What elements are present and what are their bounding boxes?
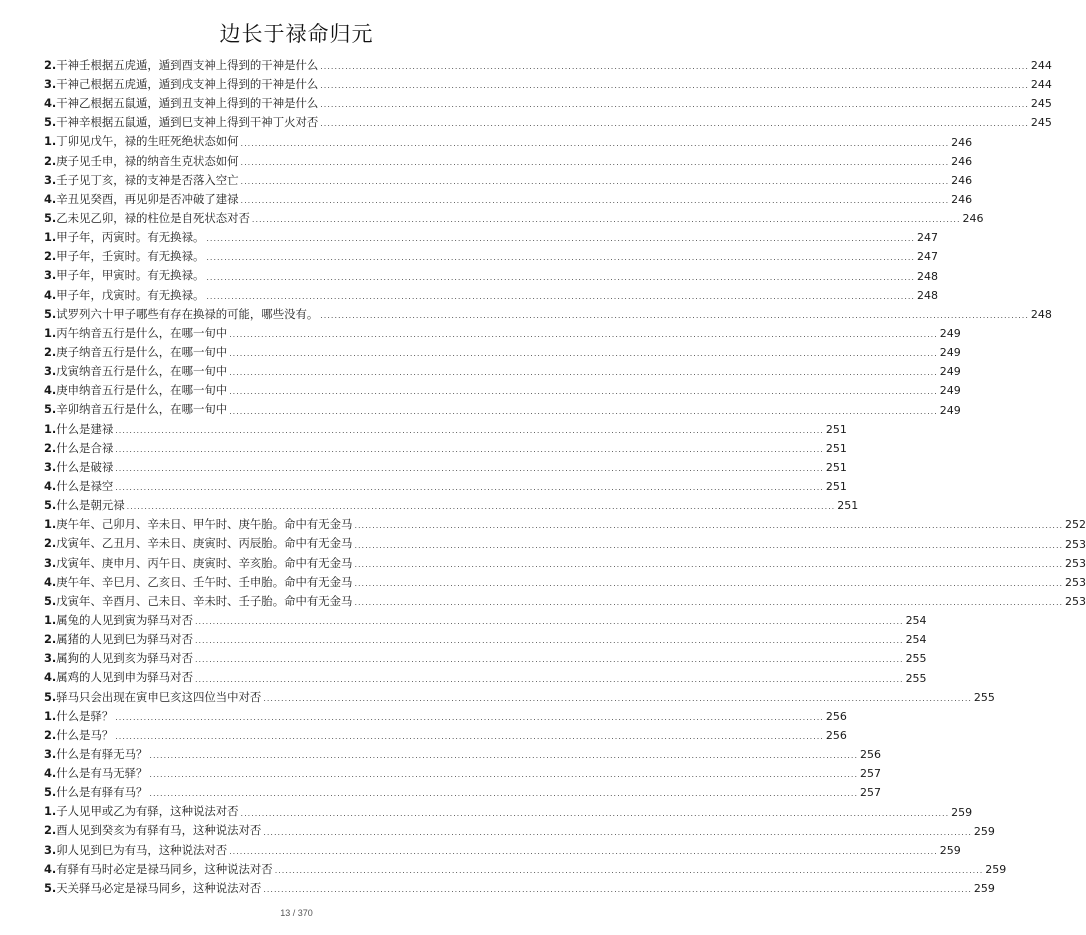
toc-entry-label bbox=[44, 98, 318, 109]
toc-entry-label bbox=[44, 172, 239, 187]
toc-entry-label bbox=[44, 366, 227, 377]
dot-leader: ........................................................................................................................................................................................................ bbox=[229, 406, 938, 416]
toc-entry-number: 4. bbox=[44, 574, 57, 589]
toc-entry-number: 4. bbox=[44, 191, 57, 206]
toc-entry-text: 子人见甲或乙为有驿，这种说法对否 bbox=[56, 804, 239, 819]
toc-entry-page: 248 bbox=[916, 269, 938, 283]
toc-entry[interactable] bbox=[44, 228, 938, 247]
toc-entry-page: 249 bbox=[939, 346, 961, 360]
toc-entry-number: 4. bbox=[44, 670, 57, 685]
toc-entry-text: 乙未见乙卯，禄的柱位是自死状态对否 bbox=[56, 210, 250, 225]
toc-entry-label bbox=[44, 344, 228, 359]
toc-entry[interactable] bbox=[44, 420, 847, 439]
toc-entry-page: 247 bbox=[916, 231, 938, 245]
toc-entry-number: 3. bbox=[44, 459, 57, 474]
toc-entry[interactable] bbox=[44, 324, 961, 343]
toc-entry[interactable] bbox=[44, 669, 927, 688]
toc-entry-text: 什么是有驿无马？ bbox=[56, 746, 148, 761]
page-title: 边长于禄命归元 bbox=[219, 22, 374, 46]
toc-entry-number: 2. bbox=[44, 440, 57, 455]
toc-entry[interactable] bbox=[44, 573, 1086, 592]
toc-entry[interactable] bbox=[44, 802, 973, 821]
dot-leader: ........................................................................................................................................................................................................ bbox=[354, 578, 1064, 588]
toc-entry-number: 2. bbox=[44, 344, 57, 359]
toc-entry[interactable] bbox=[44, 381, 961, 400]
toc-entry[interactable] bbox=[44, 688, 995, 707]
dot-leader: ........................................................................................................................................................................................................ bbox=[320, 119, 1029, 129]
toc-entry-page: 245 bbox=[1030, 116, 1052, 130]
dot-leader: ........................................................................................................................................................................................................ bbox=[149, 770, 858, 780]
toc-entry-text: 丁卯见戊午，禄的生旺死绝状态如何 bbox=[56, 134, 239, 149]
toc-entry-number: 2. bbox=[44, 823, 57, 838]
toc-entry-number: 5. bbox=[44, 498, 57, 513]
toc-entry-text: 庚子见壬申，禄的纳音生克状态如何 bbox=[56, 153, 239, 168]
dot-leader: ........................................................................................................................................................................................................ bbox=[320, 310, 1029, 320]
toc-entry-page: 249 bbox=[939, 327, 961, 341]
toc-entry-label bbox=[44, 768, 147, 779]
toc-entry-label bbox=[44, 287, 205, 302]
toc-entry-page: 251 bbox=[825, 461, 847, 475]
toc-entry-page: 256 bbox=[860, 748, 881, 762]
toc-entry[interactable] bbox=[44, 305, 1052, 324]
toc-entry-label bbox=[44, 191, 239, 206]
toc-entry-label bbox=[44, 612, 193, 627]
toc-entry-text: 壬子见丁亥，禄的支神是否落入空亡 bbox=[56, 172, 239, 187]
dot-leader: ........................................................................................................................................................................................................ bbox=[240, 196, 950, 206]
dot-leader: ........................................................................................................................................................................................................ bbox=[194, 636, 904, 646]
toc-entry-number: 2. bbox=[44, 153, 57, 168]
toc-entry[interactable] bbox=[44, 841, 961, 860]
toc-entry-label bbox=[44, 459, 114, 474]
toc-entry[interactable] bbox=[44, 401, 961, 420]
toc-entry-page: 246 bbox=[951, 154, 973, 168]
toc-entry-number: 3. bbox=[44, 842, 57, 857]
toc-entry-label bbox=[44, 727, 114, 742]
toc-entry-number: 1. bbox=[44, 804, 57, 819]
toc-entry-label bbox=[44, 825, 261, 836]
toc-entry[interactable] bbox=[44, 439, 847, 458]
toc-entry[interactable] bbox=[44, 515, 1086, 534]
toc-entry[interactable] bbox=[44, 477, 847, 496]
toc-entry-number: 1. bbox=[44, 612, 57, 627]
toc-entry-text: 卯人见到巳为有马，这种说法对否 bbox=[56, 842, 228, 857]
toc-entry-page: 256 bbox=[825, 709, 847, 723]
toc-entry-text: 属鸡的人见到申为驿马对否 bbox=[56, 670, 193, 685]
toc-entry-text: 什么是破禄 bbox=[56, 459, 114, 474]
toc-entry-page: 245 bbox=[1030, 97, 1052, 111]
toc-entry-label bbox=[44, 478, 114, 493]
toc-entry-text: 属狗的人见到亥为驿马对否 bbox=[56, 651, 193, 666]
toc-entry[interactable] bbox=[44, 783, 881, 802]
toc-entry-number: 3. bbox=[44, 172, 57, 187]
toc-entry[interactable] bbox=[44, 726, 847, 745]
toc-entry-number: 1. bbox=[44, 708, 57, 723]
toc-entry-label bbox=[44, 153, 239, 168]
toc-entry-text: 戊寅年、乙丑月、辛未日、庚寅时、丙辰胎。命中有无金马 bbox=[56, 536, 353, 551]
toc-entry-number: 5. bbox=[44, 210, 57, 225]
toc-entry[interactable] bbox=[44, 133, 973, 152]
toc-entry-text: 干神己根据五虎遁，遁到戌支神上得到的干神是什么 bbox=[56, 77, 319, 91]
toc-entry-page: 251 bbox=[837, 499, 859, 513]
toc-entry-label bbox=[44, 842, 228, 857]
toc-entry-number: 3. bbox=[44, 746, 57, 761]
toc-entry-number: 5. bbox=[44, 593, 57, 608]
dot-leader: ........................................................................................................................................................................................................ bbox=[194, 674, 904, 684]
toc-entry-page: 255 bbox=[905, 652, 927, 666]
toc-entry-number: 5. bbox=[44, 785, 57, 800]
toc-entry-page: 253 bbox=[1065, 556, 1086, 570]
toc-entry-page: 244 bbox=[1030, 59, 1052, 73]
dot-leader: ........................................................................................................................................................................................................ bbox=[354, 598, 1064, 607]
dot-leader: ........................................................................................................................................................................................................ bbox=[240, 157, 950, 167]
dot-leader: ........................................................................................................................................................................................................ bbox=[115, 483, 824, 493]
toc-entry-page: 259 bbox=[939, 843, 961, 857]
toc-entry-page: 253 bbox=[1065, 537, 1086, 551]
toc-entry-label bbox=[44, 593, 353, 608]
toc-entry-label bbox=[44, 232, 204, 243]
toc-entry-label bbox=[44, 404, 227, 415]
toc-entry[interactable] bbox=[44, 94, 1052, 113]
toc-entry-text: 什么是驿？ bbox=[56, 708, 114, 723]
toc-entry-page: 251 bbox=[825, 480, 847, 494]
toc-entry-text: 什么是有驿有马？ bbox=[56, 785, 148, 800]
toc-entry-text: 戊寅年、庚申月、丙午日、庚寅时、辛亥胎。命中有无金马 bbox=[56, 555, 353, 570]
toc-entry-page: 248 bbox=[1030, 307, 1052, 321]
toc-entry-page: 255 bbox=[905, 671, 927, 685]
dot-leader: ........................................................................................................................................................................................................ bbox=[194, 617, 904, 627]
table-of-contents bbox=[44, 56, 1086, 898]
toc-entry-number: 1. bbox=[44, 230, 57, 245]
toc-entry-text: 什么是有马无驿？ bbox=[56, 766, 148, 781]
toc-entry-text: 干神乙根据五鼠遁，遁到丑支神上得到的干神是什么 bbox=[56, 96, 319, 111]
toc-entry-page: 252 bbox=[1065, 518, 1086, 532]
toc-entry-text: 天关驿马必定是禄马同乡，这种说法对否 bbox=[56, 880, 262, 895]
toc-entry-label bbox=[44, 519, 352, 530]
toc-entry-page: 249 bbox=[939, 384, 961, 398]
dot-leader: ........................................................................................................................................................................................................ bbox=[206, 234, 915, 244]
toc-entry-text: 属猪的人见到巳为驿马对否 bbox=[56, 632, 193, 647]
toc-entry-label bbox=[44, 708, 114, 723]
toc-entry-text: 庚午年、辛巳月、乙亥日、壬午时、壬申胎。命中有无金马 bbox=[56, 574, 353, 589]
dot-leader: ........................................................................................................................................................................................................ bbox=[206, 272, 915, 282]
dot-leader: ........................................................................................................................................................................................................ bbox=[274, 865, 984, 875]
dot-leader: ........................................................................................................................................................................................................ bbox=[320, 62, 1029, 72]
toc-entry-number: 1. bbox=[44, 325, 57, 340]
toc-entry-page: 256 bbox=[825, 728, 847, 742]
toc-entry-number: 2. bbox=[44, 632, 57, 647]
dot-leader: ........................................................................................................................................................................................................ bbox=[240, 176, 950, 186]
dot-leader: ........................................................................................................................................................................................................ bbox=[320, 100, 1029, 110]
toc-entry-page: 254 bbox=[905, 633, 927, 647]
toc-entry[interactable] bbox=[44, 458, 847, 477]
toc-entry-label bbox=[44, 270, 204, 281]
toc-entry-number: 5. bbox=[44, 402, 57, 417]
toc-entry[interactable] bbox=[44, 75, 1052, 94]
toc-entry-page: 246 bbox=[951, 173, 973, 187]
toc-entry-label bbox=[44, 210, 250, 225]
toc-entry-text: 酉人见到癸亥为有驿有马，这种说法对否 bbox=[56, 823, 262, 838]
toc-entry-text: 庚子纳音五行是什么，在哪一旬中 bbox=[56, 344, 228, 359]
toc-entry-label bbox=[44, 57, 319, 72]
dot-leader: ........................................................................................................................................................................................................ bbox=[115, 712, 824, 722]
toc-entry-page: 248 bbox=[916, 288, 938, 302]
toc-entry-number: 5. bbox=[44, 880, 57, 895]
toc-entry[interactable] bbox=[44, 707, 847, 726]
toc-entry-page: 249 bbox=[939, 365, 961, 379]
page-number: 13 / 370 bbox=[280, 908, 313, 918]
toc-entry-number: 4. bbox=[44, 766, 57, 781]
dot-leader: ........................................................................................................................................................................................................ bbox=[251, 215, 961, 225]
toc-entry-page: 251 bbox=[825, 441, 847, 455]
toc-entry-text: 戊寅年、辛酉月、己未日、辛未时、壬子胎。命中有无金马 bbox=[56, 593, 353, 608]
toc-entry-page: 249 bbox=[939, 403, 961, 417]
toc-entry-number: 5. bbox=[44, 689, 57, 704]
toc-entry-number: 4. bbox=[44, 861, 57, 876]
toc-entry-number: 2. bbox=[44, 249, 57, 264]
toc-entry-text: 庚午年、己卯月、辛未日、甲午时、庚午胎。命中有无金马 bbox=[56, 517, 353, 532]
toc-entry-label bbox=[44, 689, 262, 704]
toc-entry-text: 甲子年，戊寅时。有无换禄。 bbox=[56, 287, 205, 302]
toc-entry[interactable] bbox=[44, 745, 881, 764]
toc-entry-text: 干神壬根据五虎遁，遁到酉支神上得到的干神是什么 bbox=[56, 57, 319, 72]
toc-entry-page: 251 bbox=[825, 422, 847, 436]
toc-entry-number: 3. bbox=[44, 364, 57, 379]
toc-entry-label bbox=[44, 421, 114, 436]
toc-entry-label bbox=[44, 787, 147, 798]
toc-entry[interactable] bbox=[44, 554, 1086, 573]
toc-entry-number: 4. bbox=[44, 478, 57, 493]
dot-leader: ........................................................................................................................................................................................................ bbox=[263, 693, 972, 703]
toc-entry-text: 什么是朝元禄 bbox=[56, 498, 125, 513]
toc-entry-number: 2. bbox=[44, 727, 57, 742]
toc-entry-page: 257 bbox=[860, 767, 881, 781]
toc-entry-number: 1. bbox=[44, 517, 57, 532]
toc-entry-page: 259 bbox=[973, 882, 995, 896]
toc-entry-label bbox=[44, 672, 193, 683]
dot-leader: ........................................................................................................................................................................................................ bbox=[354, 521, 1064, 531]
toc-entry-text: 什么是马？ bbox=[56, 727, 114, 742]
toc-entry-label bbox=[44, 325, 228, 340]
toc-entry[interactable] bbox=[44, 286, 938, 305]
dot-leader: ........................................................................................................................................................................................................ bbox=[115, 464, 824, 474]
dot-leader: ........................................................................................................................................................................................................ bbox=[240, 808, 950, 818]
toc-entry-page: 246 bbox=[951, 193, 973, 207]
dot-leader: ........................................................................................................................................................................................................ bbox=[263, 885, 972, 895]
toc-entry-label bbox=[44, 440, 114, 455]
toc-entry[interactable] bbox=[44, 362, 961, 381]
dot-leader: ........................................................................................................................................................................................................ bbox=[229, 387, 938, 397]
toc-entry-page: 259 bbox=[985, 862, 1007, 876]
toc-entry-text: 丙午纳音五行是什么，在哪一旬中 bbox=[56, 325, 228, 340]
toc-entry[interactable] bbox=[44, 343, 961, 362]
toc-entry-page: 254 bbox=[905, 614, 927, 628]
toc-entry[interactable] bbox=[44, 592, 1086, 611]
toc-entry-label bbox=[44, 746, 148, 761]
toc-entry-page: 253 bbox=[1065, 575, 1086, 589]
toc-entry-number: 5. bbox=[44, 306, 57, 321]
toc-entry-number: 4. bbox=[44, 96, 57, 111]
toc-entry[interactable] bbox=[44, 267, 938, 286]
dot-leader: ........................................................................................................................................................................................................ bbox=[240, 138, 950, 148]
toc-entry-number: 2. bbox=[44, 57, 57, 72]
toc-entry-label bbox=[44, 806, 239, 817]
toc-entry-number: 4. bbox=[44, 287, 57, 302]
toc-entry[interactable] bbox=[44, 649, 927, 668]
toc-entry[interactable] bbox=[44, 822, 995, 841]
dot-leader: ........................................................................................................................................................................................................ bbox=[354, 540, 1064, 550]
toc-entry-label bbox=[44, 653, 193, 664]
dot-leader: ........................................................................................................................................................................................................ bbox=[115, 444, 824, 454]
toc-entry[interactable] bbox=[44, 247, 938, 266]
toc-entry[interactable] bbox=[44, 209, 984, 228]
dot-leader: ........................................................................................................................................................................................................ bbox=[206, 291, 915, 301]
toc-entry[interactable] bbox=[44, 764, 881, 783]
toc-entry-page: 247 bbox=[916, 250, 938, 264]
toc-entry-label bbox=[44, 634, 193, 645]
dot-leader: ........................................................................................................................................................................................................ bbox=[149, 751, 858, 761]
toc-entry-number: 1. bbox=[44, 134, 57, 149]
toc-entry[interactable] bbox=[44, 535, 1086, 554]
toc-entry-page: 255 bbox=[973, 690, 995, 704]
dot-leader: ........................................................................................................................................................................................................ bbox=[263, 827, 972, 837]
toc-entry-label bbox=[44, 117, 318, 128]
toc-entry-page: 246 bbox=[951, 135, 973, 149]
toc-entry-label bbox=[44, 500, 125, 511]
toc-entry[interactable] bbox=[44, 113, 1052, 132]
toc-entry-text: 干神辛根据五鼠遁，遁到巳支神上得到干神丁火对否 bbox=[56, 115, 319, 130]
dot-leader: ........................................................................................................................................................................................................ bbox=[229, 330, 938, 340]
dot-leader: ........................................................................................................................................................................................................ bbox=[229, 349, 938, 359]
dot-leader: ........................................................................................................................................................................................................ bbox=[229, 846, 938, 856]
toc-entry-number: 5. bbox=[44, 115, 57, 130]
dot-leader: ........................................................................................................................................................................................................ bbox=[354, 559, 1064, 569]
toc-entry[interactable] bbox=[44, 152, 973, 171]
toc-entry[interactable] bbox=[44, 630, 927, 649]
toc-entry-number: 3. bbox=[44, 268, 57, 283]
toc-entry-label bbox=[44, 306, 319, 321]
toc-entry-text: 属兔的人见到寅为驿马对否 bbox=[56, 612, 193, 627]
toc-entry-text: 什么是建禄 bbox=[56, 421, 114, 436]
toc-entry-page: 253 bbox=[1065, 595, 1086, 608]
dot-leader: ........................................................................................................................................................................................................ bbox=[126, 502, 836, 512]
toc-entry-label bbox=[44, 861, 273, 876]
toc-entry-page: 244 bbox=[1030, 78, 1052, 92]
toc-entry-text: 什么是禄空 bbox=[56, 478, 114, 493]
toc-entry-number: 1. bbox=[44, 421, 57, 436]
toc-entry-text: 辛卯纳音五行是什么，在哪一旬中 bbox=[56, 402, 228, 417]
toc-entry-text: 试罗列六十甲子哪些有存在换禄的可能，哪些没有。 bbox=[56, 306, 319, 321]
toc-entry[interactable] bbox=[44, 56, 1052, 75]
toc-entry-label bbox=[44, 136, 239, 147]
dot-leader: ........................................................................................................................................................................................................ bbox=[115, 731, 824, 741]
dot-leader: ........................................................................................................................................................................................................ bbox=[229, 368, 938, 378]
toc-entry-page: 259 bbox=[951, 805, 973, 819]
toc-entry-label bbox=[44, 880, 262, 895]
toc-entry-text: 戊寅纳音五行是什么，在哪一旬中 bbox=[56, 364, 228, 379]
toc-entry-text: 什么是合禄 bbox=[56, 440, 114, 455]
toc-entry-label bbox=[44, 385, 227, 396]
toc-entry[interactable] bbox=[44, 190, 973, 209]
toc-entry[interactable] bbox=[44, 611, 927, 630]
toc-entry[interactable] bbox=[44, 860, 1007, 879]
toc-entry-label bbox=[44, 555, 353, 570]
toc-entry-number: 4. bbox=[44, 383, 57, 398]
toc-entry-page: 259 bbox=[973, 824, 995, 838]
toc-entry-text: 甲子年，甲寅时。有无换禄。 bbox=[56, 268, 205, 283]
toc-entry-label bbox=[44, 574, 353, 589]
toc-entry-label bbox=[44, 79, 318, 90]
toc-entry-text: 有驿有马时必定是禄马同乡，这种说法对否 bbox=[56, 861, 273, 876]
toc-entry[interactable] bbox=[44, 171, 973, 190]
toc-entry-number: 2. bbox=[44, 536, 57, 551]
toc-entry-page: 257 bbox=[860, 786, 881, 800]
dot-leader: ........................................................................................................................................................................................................ bbox=[149, 789, 858, 799]
dot-leader: ........................................................................................................................................................................................................ bbox=[194, 655, 904, 665]
dot-leader: ........................................................................................................................................................................................................ bbox=[206, 253, 915, 263]
toc-entry-text: 驿马只会出现在寅申巳亥这四位当中对否 bbox=[56, 689, 262, 704]
toc-entry-text: 辛丑见癸酉，再见卯是否冲破了建禄 bbox=[56, 191, 239, 206]
toc-entry-label bbox=[44, 538, 352, 549]
toc-entry-text: 甲子年，壬寅时。有无换禄。 bbox=[56, 249, 205, 264]
toc-entry-label bbox=[44, 251, 204, 262]
toc-entry-number: 3. bbox=[44, 651, 57, 666]
toc-entry[interactable] bbox=[44, 879, 995, 898]
dot-leader: ........................................................................................................................................................................................................ bbox=[115, 425, 824, 435]
toc-entry-number: 3. bbox=[44, 77, 57, 91]
toc-entry-text: 甲子年，丙寅时。有无换禄。 bbox=[56, 230, 205, 245]
toc-entry-number: 3. bbox=[44, 555, 57, 570]
dot-leader: ........................................................................................................................................................................................................ bbox=[320, 81, 1029, 91]
toc-entry-text: 庚申纳音五行是什么，在哪一旬中 bbox=[56, 383, 228, 398]
toc-entry-page: 246 bbox=[962, 212, 984, 226]
toc-entry[interactable] bbox=[44, 496, 859, 515]
